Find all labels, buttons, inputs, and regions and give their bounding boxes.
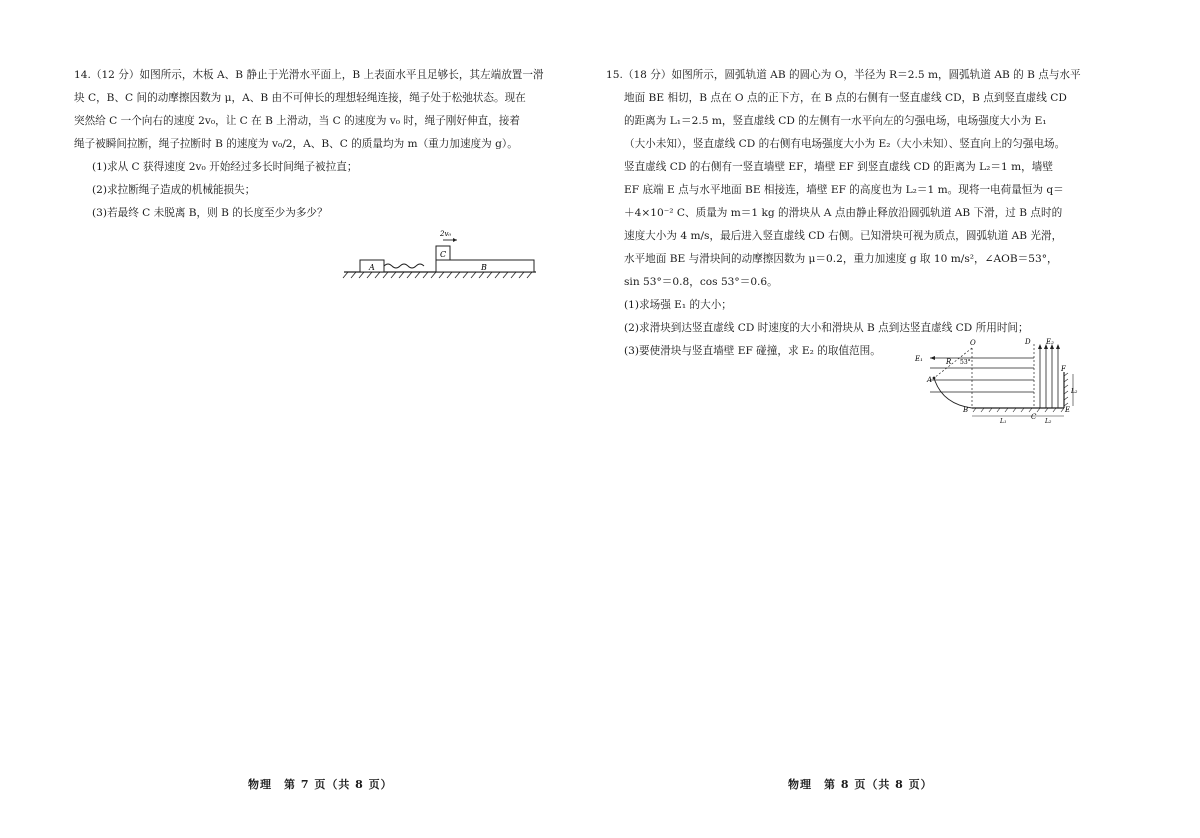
- problem-15-line-8: 速度大小为 4 m/s，最后进入竖直虚线 CD 右侧。已知滑块可视为质点，圆弧轨道 AB 光滑，: [624, 230, 1063, 242]
- problem-15-line-4: （大小未知），竖直虚线 CD 的右侧有电场强度大小为 E₂（大小未知）、竖直向上的匀强电场。: [624, 138, 1066, 150]
- problem-15-line-6: EF 底端 E 点与水平地面 BE 相接连，墙壁 EF 的高度也为 L₂＝1 m。现将一电荷量恒为 q＝: [624, 184, 1064, 196]
- label-l2: L₂: [1071, 388, 1078, 395]
- velocity-label: 2v₀: [440, 230, 452, 238]
- label-e: E: [1065, 406, 1071, 414]
- problem-15-line-7: ＋4×10⁻² C、质量为 m＝1 kg 的滑块从 A 点由静止释放沿圆弧轨道 AB 下滑，过 B 点时的: [624, 207, 1063, 219]
- label-c: C: [440, 250, 447, 259]
- problem-15-figure: [910, 334, 1080, 426]
- problem-15-question-1: (1)求场强 E₁ 的大小；: [624, 299, 732, 311]
- label-a: A: [369, 263, 375, 272]
- footer-page-8: 物理 第 8 页（共 8 页）: [788, 778, 933, 791]
- problem-15-line-2: 地面 BE 相切，B 点在 O 点的正下方，在 B 点的右侧有一竖直虚线 CD，B 点到竖直虚线 CD: [624, 92, 1067, 104]
- problem-14-figure: [340, 226, 540, 282]
- label-e1: E₁: [915, 355, 923, 363]
- label-c: C: [1031, 413, 1037, 421]
- ground-hatch: [343, 272, 532, 278]
- footer-page-7: 物理 第 7 页（共 8 页）: [248, 778, 393, 791]
- arc-ab: [934, 378, 972, 408]
- problem-14-question-1: (1)求从 C 获得速度 2v₀ 开始经过多长时间绳子被拉直；: [92, 161, 358, 173]
- label-o: O: [970, 339, 976, 347]
- problem-14-question-3: (3)若最终 C 未脱离 B，则 B 的长度至少为多少？: [92, 207, 328, 219]
- label-f: F: [1061, 365, 1066, 373]
- label-d: D: [1025, 338, 1031, 346]
- point-a: [933, 377, 936, 380]
- e1-arrowhead: [930, 356, 935, 360]
- label-l1: L₁: [1000, 418, 1007, 425]
- label-l2-bottom: L₂: [1045, 418, 1052, 425]
- label-angle: 53°: [960, 359, 971, 366]
- problem-15: [606, 64, 1088, 363]
- problem-14-line-2: 块 C，B、C 间的动摩擦因数为 μ，A、B 由不可伸长的理想轻绳连接，绳子处于松弛状态。现在: [74, 92, 526, 104]
- problem-15-line-1: 15.（18 分）如图所示，圆弧轨道 AB 的圆心为 O，半径为 R＝2.5 m，圆弧轨道 AB 的 B 点与水平: [606, 69, 1081, 81]
- problem-15-line-10: sin 53°＝0.8，cos 53°＝0.6。: [624, 276, 778, 288]
- label-b: B: [963, 406, 969, 414]
- problem-14-line-4: 绳子被瞬间拉断，绳子拉断时 B 的速度为 v₀/2，A、B、C 的质量均为 m（重力加速度为 g）。: [74, 138, 518, 150]
- problem-14-question-2: (2)求拉断绳子造成的机械能损失；: [92, 184, 256, 196]
- problem-14-line-3: 突然给 C 一个向右的速度 2v₀，让 C 在 B 上滑动，当 C 的速度为 v₀ 时，绳子刚好伸直，接着: [74, 115, 520, 127]
- rope: [384, 264, 424, 268]
- ground-hatch: [973, 408, 1064, 412]
- problem-14: [74, 64, 572, 225]
- problem-15-line-3: 的距离为 L₁＝2.5 m，竖直虚线 CD 的左侧有一水平向左的匀强电场，电场强度大小为 E₁: [624, 115, 1047, 127]
- problem-14-line-1: 14.（12 分）如图所示，木板 A、B 静止于光滑水平面上，B 上表面水平且足够长，其左端放置一滑: [74, 69, 544, 81]
- label-b: B: [481, 263, 487, 272]
- velocity-arrowhead: [453, 238, 457, 242]
- right-field-lines: [1040, 346, 1058, 408]
- problem-15-line-9: 水平地面 BE 与滑块间的动摩擦因数为 μ＝0.2，重力加速度 g 取 10 m/s²，∠AOB＝53°，: [624, 253, 1058, 265]
- label-r: R: [946, 358, 952, 366]
- label-e2: E₂: [1046, 338, 1054, 346]
- label-a: A: [927, 376, 933, 384]
- problem-15-line-5: 竖直虚线 CD 的右侧有一竖直墙壁 EF，墙壁 EF 到竖直虚线 CD 的距离为 L₂＝1 m，墙壁: [624, 161, 1053, 173]
- problem-15-question-2: (2)求滑块到达竖直虚线 CD 时速度的大小和滑块从 B 点到达竖直虚线 CD 所用时间；: [624, 322, 1029, 334]
- problem-15-question-3: (3)要使滑块与竖直墙壁 EF 碰撞，求 E₂ 的取值范围。: [624, 345, 881, 357]
